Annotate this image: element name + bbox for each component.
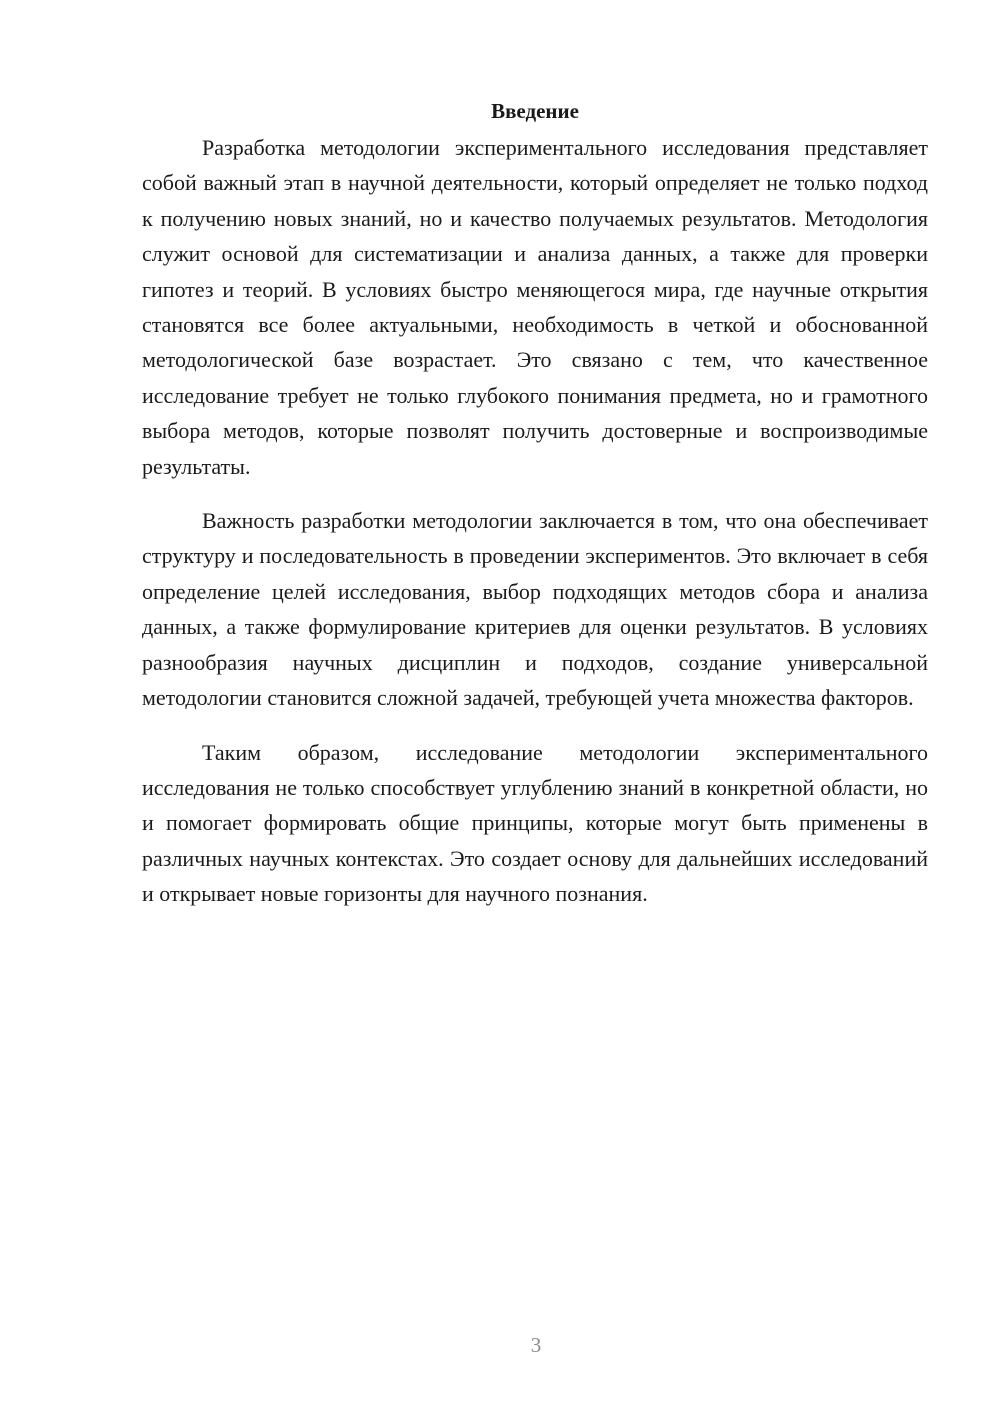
section-title: Введение [491,99,579,123]
paragraph-3: Таким образом, исследование методологии экспериментального исследования не только способствует углублению знаний в конкретной области, но и помогает формировать общие принципы, которые могут быть применены в различных научных контекстах. Это создает основу для дальнейших исследований и открывает новые горизонты для научного познания. [142,739,928,907]
page-number: 3 [530,1333,542,1357]
page-content [142,96,928,912]
paragraph-1: Разработка методологии экспериментального исследования представляет собой важный этап в научной деятельности, который определяет не только подход к получению новых знаний, но и качество получаемых результатов. Методология служит основой для систематизации и анализа данных, а также для проверки гипотез и теорий. В условиях быстро меняющегося мира, где научные открытия становятся все более актуальными, необходимость в четкой и обоснованной методологической базе возрастает. Это связано с тем, что качественное исследование требует не только глубокого понимания предмета, но и грамотного выбора методов, которые позволят получить достоверные и воспроизводимые результаты. [142,135,928,479]
paragraph-2: Важность разработки методологии заключается в том, что она обеспечивает структуру и последовательность в проведении экспериментов. Это включает в себя определение целей исследования, выбор подходящих методов сбора и анализа данных, а также формулирование критериев для оценки результатов. В условиях разнообразия научных дисциплин и подходов, создание универсальной методологии становится сложной задачей, требующей учета множества факторов. [142,508,928,711]
